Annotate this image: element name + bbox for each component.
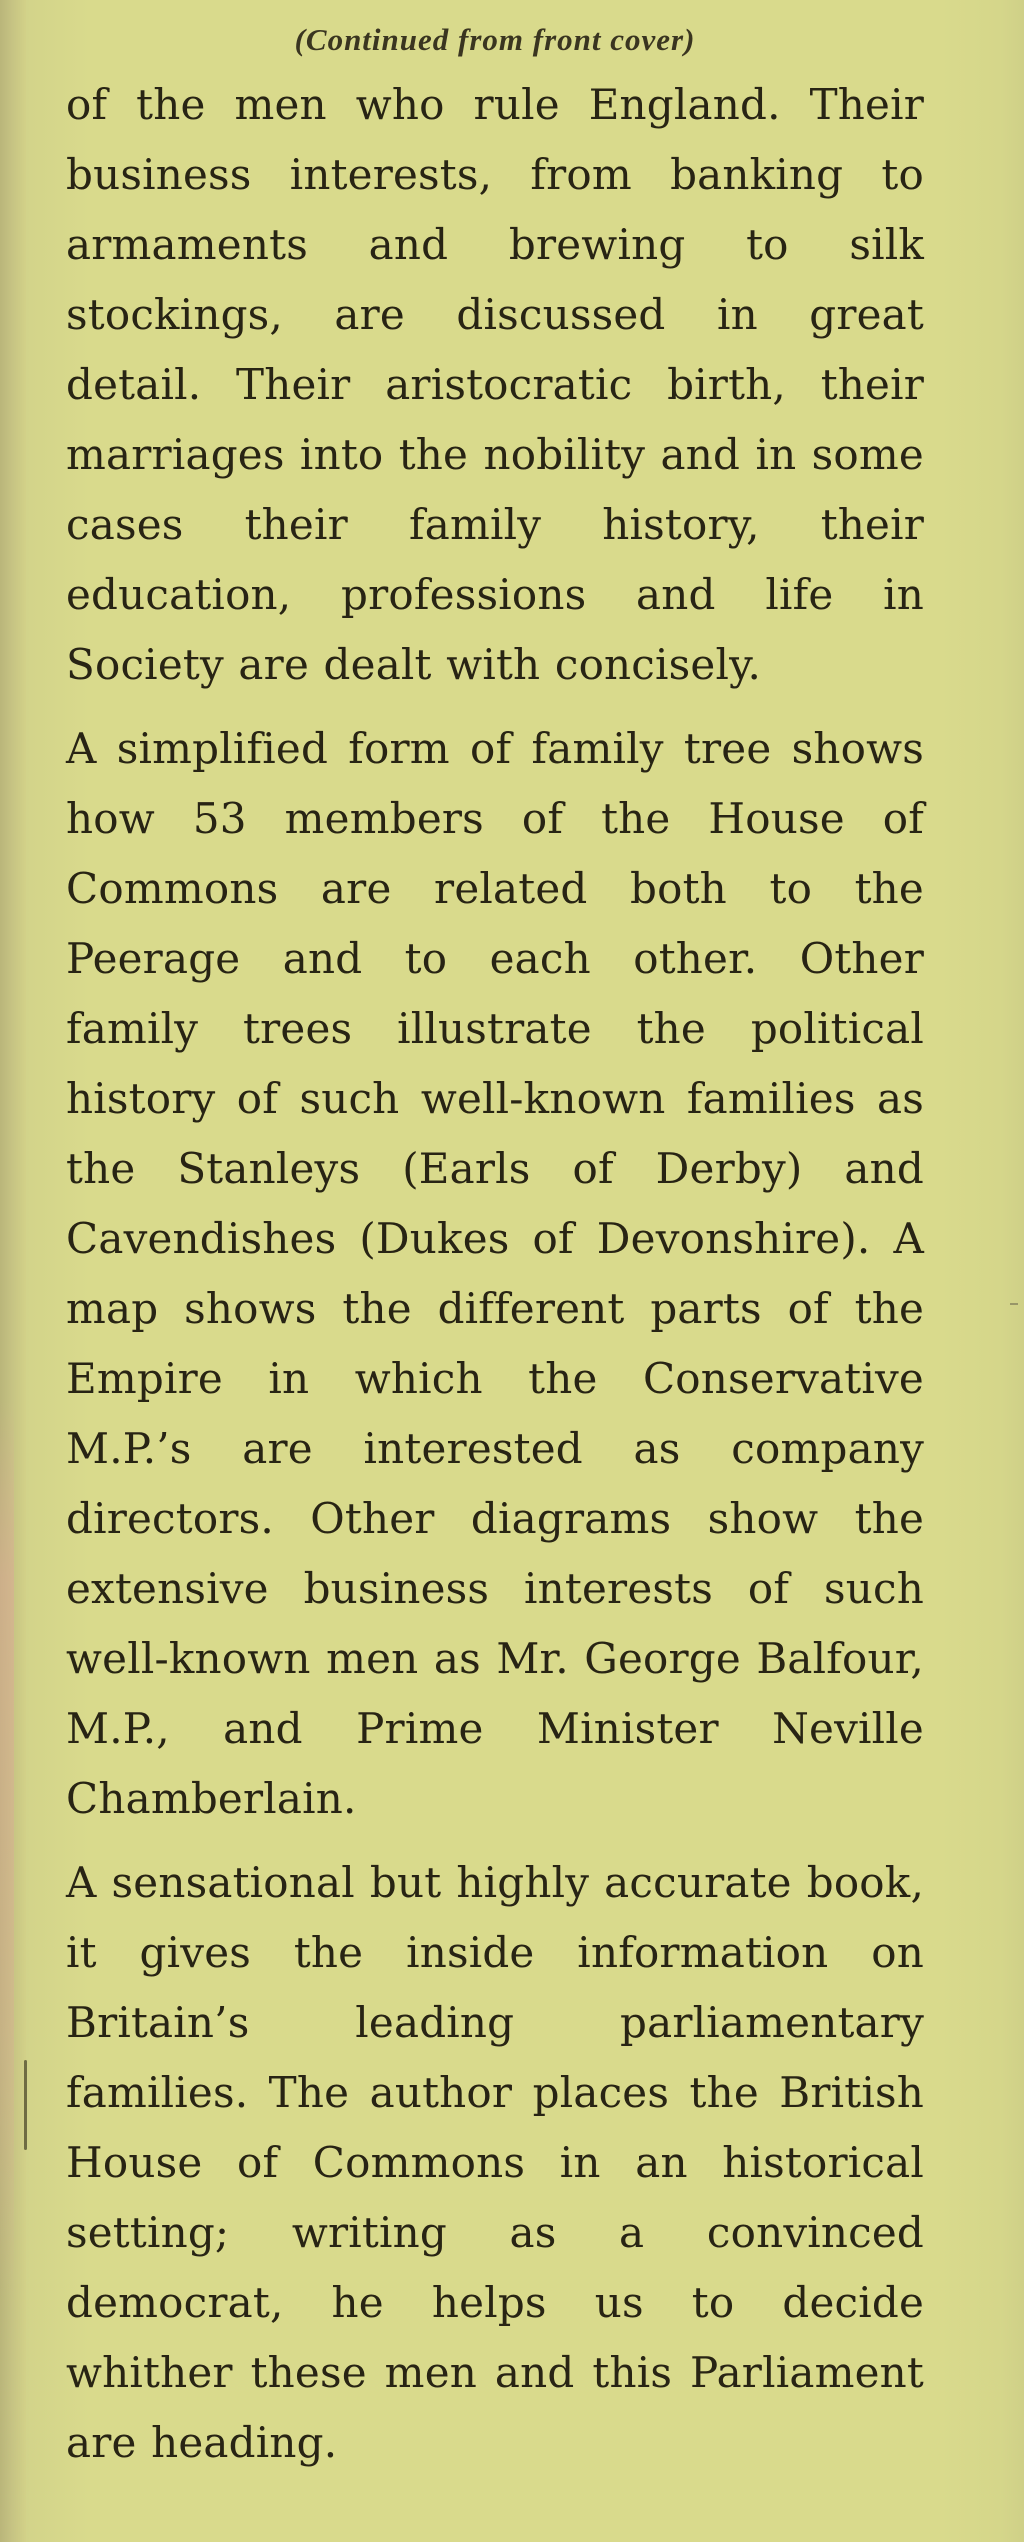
- continued-note: (Continued from front cover): [294, 22, 696, 57]
- paragraph-3: A sensational but highly accurate book, it gives the inside information on Britain’s leading parliamentary families. The author places the British House of Commons in an historical setting; writing as a convinced democrat, he helps us to decide whither these men and this Parliament are heading.: [66, 1858, 924, 2467]
- margin-tick-mark: [1010, 1303, 1018, 1305]
- crease-mark: [24, 2060, 27, 2150]
- paragraph-1: of the men who rule England. Their business interests, from banking to armaments and brewing to silk stockings, are discussed in great detail. Their aristocratic birth, their marriages into the nobility and in some cases their family history, their education, professions and life in Society are dealt with concisely.: [66, 80, 924, 689]
- paper-edge-tint: [0, 1400, 14, 2300]
- paragraph-2: A simplified form of family tree shows how 53 members of the House of Commons are related both to the Peerage and to each other. Other family trees illustrate the political history of such well-known families as the Stanleys (Earls of Derby) and Cavendishes (Dukes of Devonshire). A map shows the different parts of the Empire in which the Conservative M.P.’s are interested as company directors. Other diagrams show the extensive business interests of such well-known men as Mr. George Balfour, M.P., and Prime Minister Neville Chamberlain.: [66, 724, 924, 1823]
- flap-text-column: [66, 22, 924, 2478]
